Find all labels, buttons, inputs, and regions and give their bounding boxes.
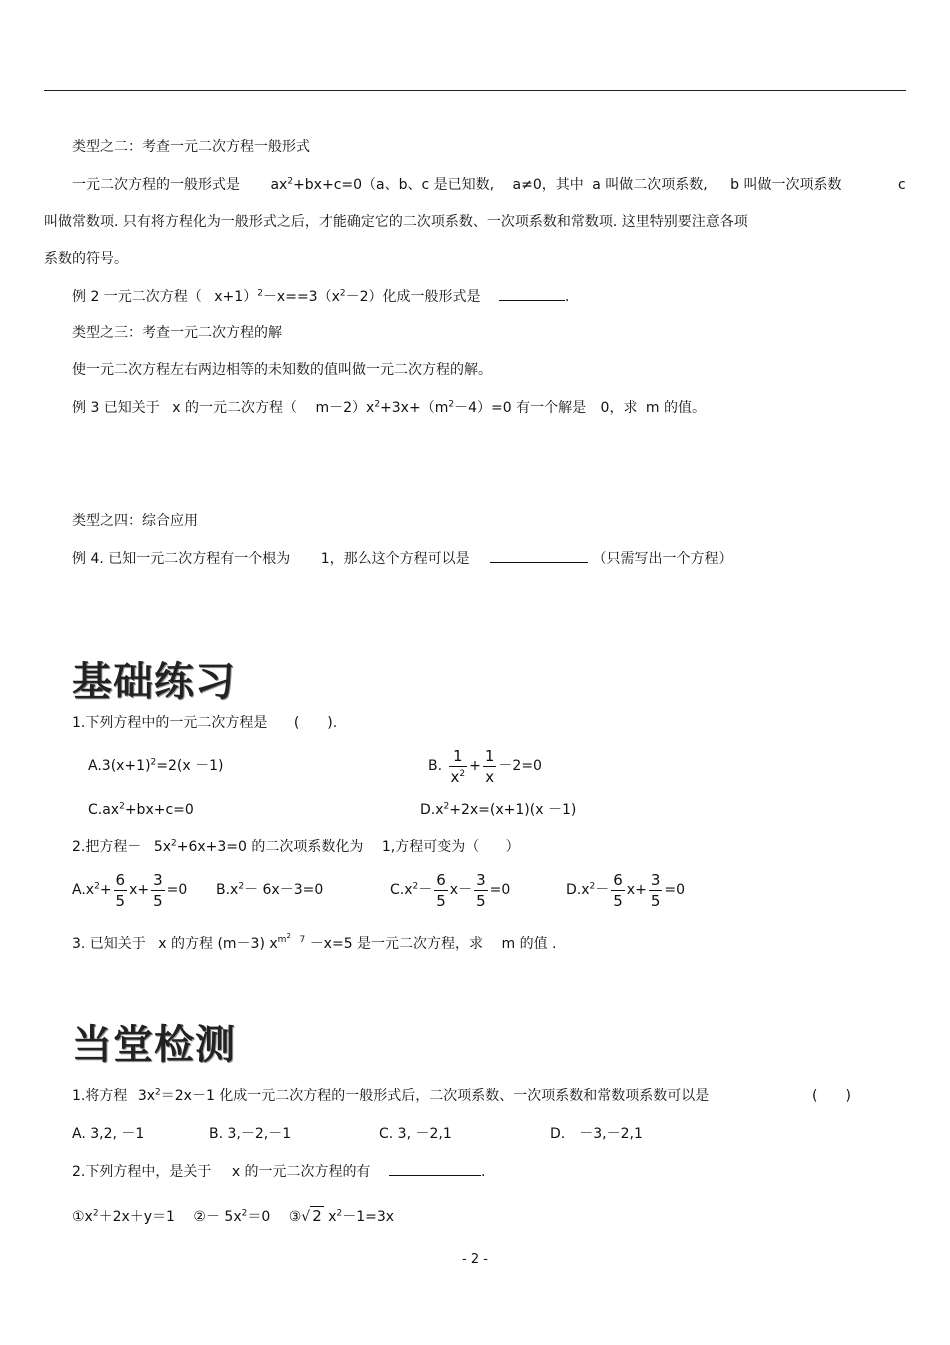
sqrt-symbol: √ 2 (301, 1207, 322, 1225)
example-3: 例 3 已知关于 x 的一元二次方程（ $m-2)x^2+3x+(m^2-4)=0$ 有一个解是 0，求 m 的值。 (72, 399, 706, 416)
equation-1: $①x^2+2x+y=1$ (72, 1208, 175, 1225)
section2-paragraph-2: 叫做常数项. 只有将方程化为一般形式之后，才能确定它的二次项系数、一次项系数和常数项. 这里特别要注意各项 (44, 214, 748, 230)
example-2: 例 2 一元二次方程（ $x+1)^2-x==3(x^2-2)$化成一般形式是 . (72, 286, 569, 307)
check-question-2: 2.下列方程中，是关于 x 的一元二次方程的有 . (72, 1161, 485, 1182)
practice-question-2: 2.把方程－ $5x^2+6x+3=0$ 的二次项系数化为 1,方程可变为（ ） (72, 838, 520, 855)
section2-paragraph-3: 系数的符号。 (44, 251, 128, 267)
section3-paragraph: 使一元二次方程左右两边相等的未知数的值叫做一元二次方程的解。 (72, 362, 492, 378)
check-q1-option-d[interactable]: D. －3,－2,1 (550, 1126, 643, 1142)
practice-q1-option-c[interactable]: $C.ax^2+bx+c=0$ (88, 801, 194, 818)
practice-question-3: 3. 已知关于 x 的方程 (m－3) $x^{m^2 7} -x=5$ 是一元二次方程，求 m 的值 . (72, 932, 557, 952)
practice-q2-option-a[interactable]: $A.x^2+$ $\frac{6}{5}$ x+ $\frac{3}{5}$ =0 (72, 870, 188, 910)
practice-q1-option-b[interactable]: B. $\frac{1}{x^2}$ + $\frac{1}{x}$ －2=0 (428, 746, 542, 786)
section4-heading: 类型之四：综合应用 (72, 513, 198, 529)
answer-blank[interactable] (389, 1161, 481, 1176)
section2-paragraph-1: 一元二次方程的一般形式是 $ax^2+bx+c=0(a$、b、c 是已知数, a≠0，其中 a 叫做二次项系数, b 叫做一次项系数 c (72, 176, 906, 193)
check-q1-option-a[interactable]: A. 3,2, －1 (72, 1126, 145, 1142)
check-question-1: 1.将方程 $3x^2=2x-1$ 化成一元二次方程的一般形式后，二次项系数、一次项系数和常数项系数可以是 ( ) (72, 1087, 851, 1104)
practice-q2-option-c[interactable]: $C.x^2-$ $\frac{6}{5}$ x－ $\frac{3}{5}$ =0 (390, 870, 511, 910)
practice-q1-option-d[interactable]: $D.x^2+2x=(x+1)(x -1)$ (420, 801, 577, 818)
header-rule (44, 90, 906, 91)
check-title: 当堂检测 (72, 1022, 236, 1068)
page-number: - 2 - (462, 1252, 488, 1267)
equation-3: ③√ 2 $x^2-1=3x$ (288, 1207, 395, 1225)
check-q1-option-c[interactable]: C. 3, －2,1 (379, 1126, 452, 1142)
practice-q1-option-a[interactable]: $A.3(x+1)^2=2(x -1)$ (88, 757, 224, 774)
example-4: 例 4. 已知一元二次方程有一个根为 1，那么这个方程可以是 （只需写出一个方程） (72, 548, 733, 569)
practice-title: 基础练习 (72, 659, 236, 705)
practice-q2-option-b[interactable]: $B.x^2- 6x-3=0$ (216, 881, 324, 898)
practice-question-1: 1.下列方程中的一元二次方程是 ( ). (72, 715, 338, 731)
equation-2: ②－ $5x^2=0$ (193, 1208, 271, 1225)
section3-heading: 类型之三：考查一元二次方程的解 (72, 325, 282, 341)
answer-blank[interactable] (490, 548, 588, 563)
practice-q2-option-d[interactable]: $D.x^2-$ $\frac{6}{5}$ x+ $\frac{3}{5}$ =0 (566, 870, 685, 910)
section2-heading: 类型之二：考查一元二次方程一般形式 (72, 139, 310, 155)
check-q2-equations (72, 1206, 394, 1227)
check-q1-option-b[interactable]: B. 3,－2,－1 (209, 1126, 292, 1142)
answer-blank[interactable] (499, 286, 565, 301)
